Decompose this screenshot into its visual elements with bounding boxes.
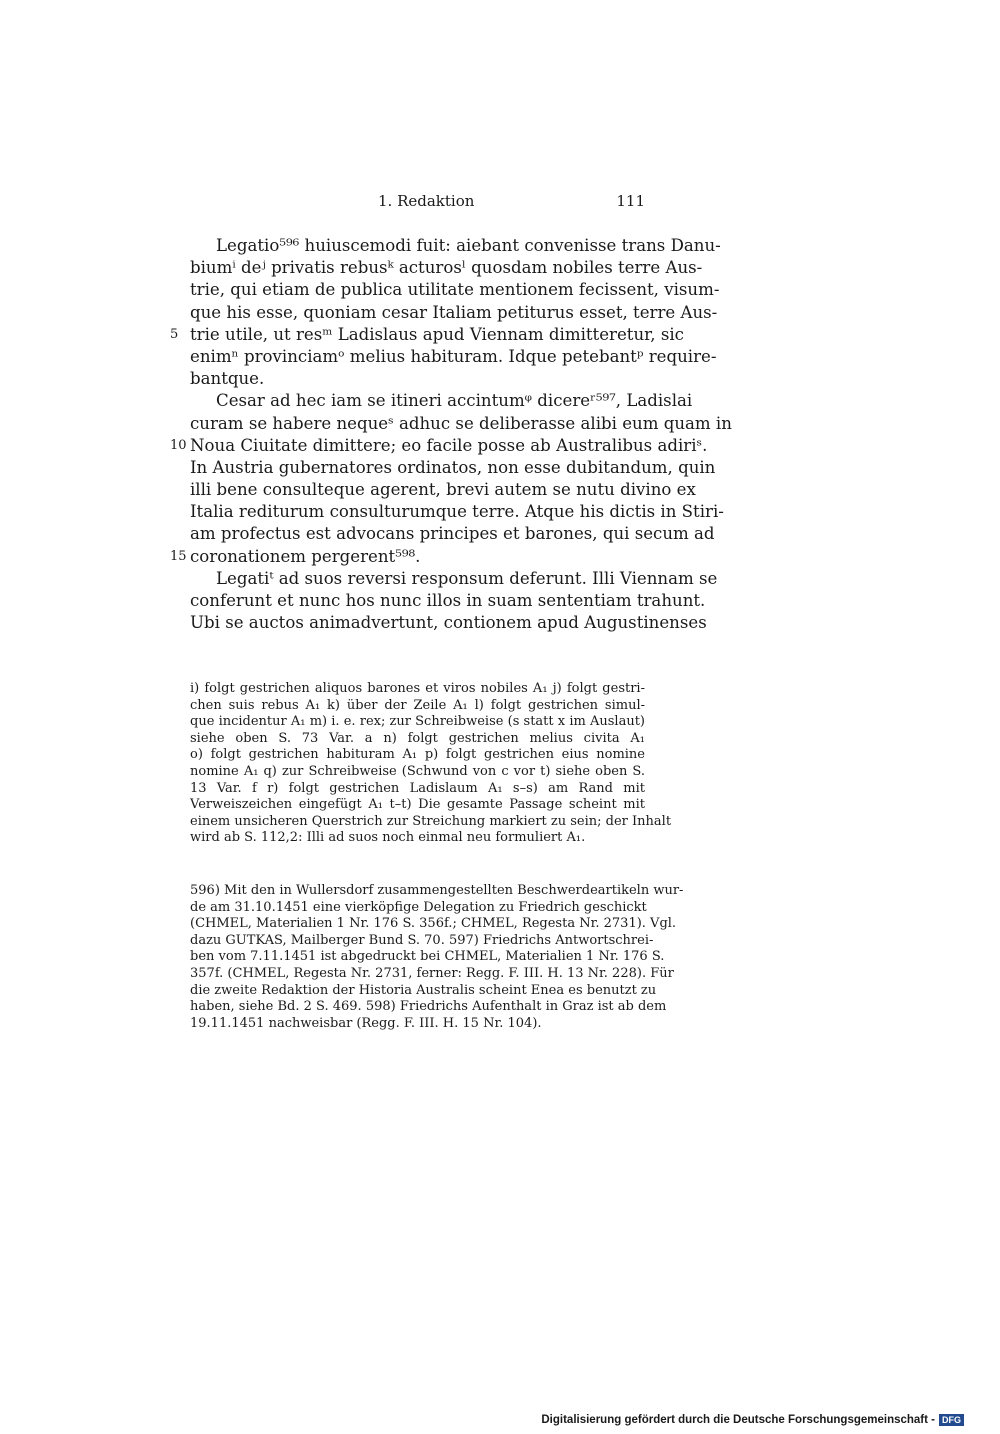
- text-line: [190, 612, 707, 634]
- apparatus-line: [190, 698, 645, 715]
- text-line-text: Legatio⁵⁹⁶ huiuscemodi fuit: aiebant convenisse trans Danu-: [216, 236, 721, 255]
- apparatus-line-text: o) folgt gestrichen habituram A₁ p) folgt gestrichen eius nomine: [190, 747, 645, 763]
- text-line-text: Noua Ciuitate dimittere; eo facile posse ab Australibus adiriˢ.: [190, 435, 708, 455]
- footnote-line: [190, 916, 677, 933]
- apparatus-line: [190, 764, 645, 781]
- footnote-line-text: haben, siehe Bd. 2 S. 469. 598) Friedrichs Aufenthalt in Graz ist ab dem: [190, 999, 667, 1015]
- text-line: [170, 324, 684, 346]
- footnote-line-text: 19.11.1451 nachweisbar (Regg. F. III. H. 15 Nr. 104).: [190, 1015, 542, 1031]
- text-line: [190, 235, 721, 257]
- apparatus-line-text: 13 Var. f r) folgt gestrichen Ladislaum A₁ s–s) am Rand mit: [190, 780, 645, 796]
- line-number: 10: [170, 437, 187, 453]
- apparatus-line-text: siehe oben S. 73 Var. a n) folgt gestrichen melius civita A₁: [190, 730, 645, 746]
- text-line-text: trie, qui etiam de publica utilitate mentionem fecissent, visum-: [190, 280, 720, 300]
- apparatus-line: [190, 747, 645, 764]
- footnote-line-text: die zweite Redaktion der Historia Australis scheint Enea es benutzt zu: [190, 982, 657, 998]
- text-line: [190, 368, 645, 390]
- apparatus-line: [190, 714, 645, 731]
- apparatus-line-text: i) folgt gestrichen aliquos barones et viros nobiles A₁ j) folgt gestri-: [190, 681, 645, 696]
- text-line: [190, 390, 693, 412]
- apparatus-line: [190, 830, 645, 847]
- apparatus-line: [190, 813, 672, 831]
- main-text: [170, 235, 732, 634]
- line-number: 15: [170, 548, 187, 564]
- page-header: [190, 192, 645, 216]
- footnote-line: [190, 999, 667, 1016]
- footnote-line-text: 357f. (CHMEL, Regesta Nr. 2731, ferner: Regg. F. III. H. 13 Nr. 228). Für: [190, 965, 674, 981]
- apparatus-line-text: wird ab S. 112,2: Illi ad suos noch einmal neu formuliert A₁.: [190, 830, 586, 846]
- text-line-text: conferunt et nunc hos nunc illos in suam sententiam trahunt.: [190, 591, 706, 610]
- page-footer: [541, 1412, 964, 1428]
- footnote-line-text: 596) Mit den in Wullersdorf zusammengestellten Beschwerdeartikeln wur-: [190, 883, 684, 898]
- funding-credit: Digitalisierung gefördert durch die Deutsche Forschungsgemeinschaft -: [541, 1414, 935, 1426]
- text-line-text: Italia rediturum consulturumque terre. Atque his dictis in Stiri-: [190, 502, 724, 522]
- historical-footnotes: [190, 883, 684, 1032]
- text-line-text: am profectus est advocans principes et barones, qui secum ad: [190, 524, 715, 544]
- apparatus-line: [190, 781, 645, 798]
- footnote-line: [190, 949, 665, 966]
- apparatus-line-text: nomine A₁ q) zur Schreibweise (Schwund von c vor t) siehe oben S.: [190, 763, 645, 779]
- apparatus-line: [190, 797, 645, 814]
- running-head: 1. Redaktion: [378, 192, 475, 210]
- footnote-line: [190, 965, 674, 983]
- footnote-line: [190, 982, 657, 1000]
- line-number: 5: [170, 326, 179, 342]
- apparatus-line-text: einem unsicheren Querstrich zur Streichung markiert zu sein; der Inhalt: [190, 813, 672, 829]
- text-line-text: illi bene consulteque agerent, brevi autem se nutu divino ex: [190, 480, 696, 500]
- apparatus-line: [190, 681, 645, 698]
- text-line-text: In Austria gubernatores ordinatos, non esse dubitandum, quin: [190, 457, 716, 477]
- apparatus-line-text: que incidentur A₁ m) i. e. rex; zur Schreibweise (s statt x im Auslaut): [190, 714, 645, 730]
- text-line: [190, 302, 718, 324]
- footnote-line-text: (CHMEL, Materialien 1 Nr. 176 S. 356f.; CHMEL, Regesta Nr. 2731). Vgl.: [190, 916, 677, 932]
- apparatus-line-text: Verweiszeichen eingefügt A₁ t–t) Die gesamte Passage scheint mit: [190, 797, 645, 813]
- apparatus-line: [190, 731, 645, 748]
- text-line: [190, 590, 706, 612]
- text-line-text: coronationem pergerent⁵⁹⁸.: [190, 546, 421, 566]
- apparatus-line-text: chen suis rebus A₁ k) über der Zeile A₁ l) folgt gestrichen simul-: [190, 697, 645, 713]
- footnote-line-text: dazu GUTKAS, Mailberger Bund S. 70. 597) Friedrichs Antwortschrei-: [190, 932, 654, 948]
- critical-apparatus: [190, 681, 672, 847]
- text-line-text: Cesar ad hec iam se itineri accintumᵠ dicereʳ⁵⁹⁷, Ladislai: [216, 391, 693, 411]
- text-line: [190, 257, 703, 279]
- text-line: [190, 568, 718, 590]
- footnote-line: [190, 883, 684, 900]
- footnote-line-text: de am 31.10.1451 eine vierköpfige Delegation zu Friedrich geschickt: [190, 899, 647, 915]
- text-line: [170, 546, 645, 568]
- text-line-text: Ubi se auctos animadvertunt, contionem apud Augustinenses: [190, 613, 707, 633]
- text-line-text: biumⁱ deʲ privatis rebusᵏ acturosˡ quosdam nobiles terre Aus-: [190, 258, 703, 278]
- text-line: [190, 501, 724, 523]
- text-line-text: Legatiᵗ ad suos reversi responsum deferunt. Illi Viennam se: [216, 568, 718, 588]
- dfg-logo: DFG: [939, 1414, 964, 1426]
- text-line-text: que his esse, quoniam cesar Italiam petiturus esset, terre Aus-: [190, 302, 718, 322]
- footnote-line: [190, 1016, 645, 1033]
- page-number: 111: [616, 192, 645, 210]
- text-line: [170, 435, 708, 457]
- text-line-text: trie utile, ut resᵐ Ladislaus apud Viennam dimitteretur, sic: [190, 324, 684, 344]
- footnote-line: [190, 932, 654, 950]
- text-line-text: curam se habere nequeˢ adhuc se deliberasse alibi eum quam in: [190, 413, 732, 433]
- text-line: [190, 457, 716, 479]
- footnote-line: [190, 900, 645, 917]
- text-line: [190, 279, 720, 301]
- text-line: [190, 346, 717, 368]
- text-line: [190, 413, 732, 435]
- text-line-text: bantque.: [190, 369, 265, 389]
- text-line: [190, 523, 715, 545]
- text-line: [190, 479, 696, 501]
- footnote-line-text: ben vom 7.11.1451 ist abgedruckt bei CHMEL, Materialien 1 Nr. 176 S.: [190, 949, 665, 965]
- text-line-text: enimⁿ provinciamᵒ melius habituram. Idque petebantᵖ require-: [190, 346, 717, 366]
